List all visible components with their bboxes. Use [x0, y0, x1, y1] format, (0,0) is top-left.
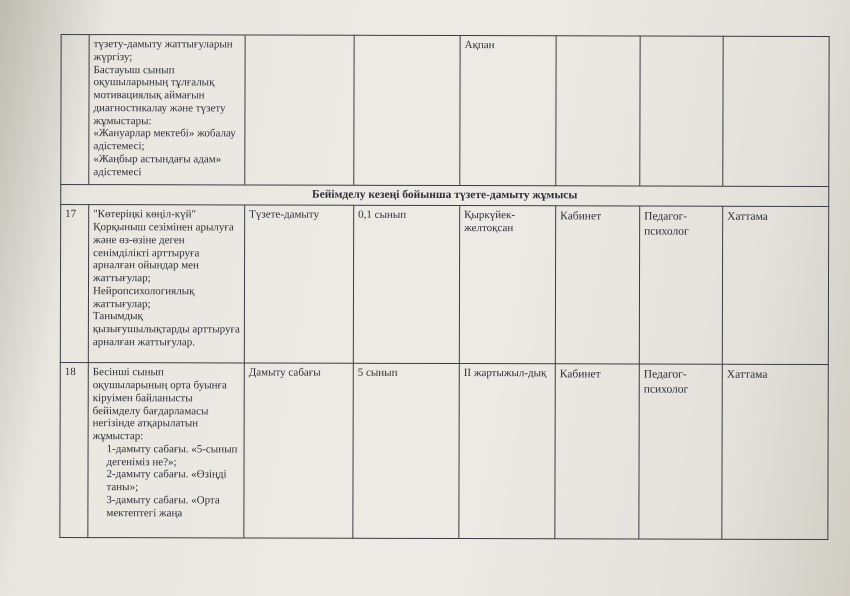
place-cell: Кабинет	[555, 206, 639, 364]
form-cell: Түзете-дамыту	[244, 205, 353, 363]
section-header-row	[61, 184, 829, 206]
content-cell: Бесінші сынып оқушыларының орта буынға кіруімен байланысты бейімделу бағдарламасы негізінде атқарылатын жұмыстар: 1-дамыту сабағы. «5-сынып дегеніміз не?»; 2-дамыту сабағы. «Өзіңді таны»; 3-дамыту сабағы. «Орта мектептегі жаңа	[88, 363, 244, 538]
content-cell: "Көтеріңкі көңіл-күй" Қорқыныш сезімінен арылуға және өз-өзіне деген сенімділікті арттыруға арналған ойындар мен жаттығулар; Нейропсихологиялық жаттығулар; Танымдық қызығушылықтарды арттыруға арналған жаттығулар.	[88, 205, 244, 363]
form-cell	[245, 35, 354, 185]
work-plan-table	[59, 34, 829, 540]
place-cell: Кабинет	[555, 364, 639, 539]
grade-cell: 5 сынып	[353, 364, 459, 539]
report-cell: Хаттама	[722, 207, 828, 365]
form-cell: Дамыту сабағы	[244, 363, 353, 538]
report-cell	[723, 36, 829, 186]
period-cell: Қыркүйек-желтоқсан	[459, 206, 555, 364]
table-row	[60, 205, 828, 365]
period-cell: ІІ жартыжыл-дық	[459, 364, 555, 539]
table-row	[61, 34, 829, 186]
table-row	[60, 363, 828, 540]
row-number: 17	[60, 205, 88, 363]
responsible-cell: Педагог-психолог	[639, 364, 722, 539]
content-cell: түзету-дамыту жаттығуларын жүргізу; Бастауыш сынып оқушыларының тұлғалық мотивациялық аймағын диагностикалау және түзету жұмыстары: «Жануарлар мектебі» жобалау әдістемесі; «Жаңбыр астындағы адам» әдістемесі	[89, 35, 245, 185]
place-cell	[556, 36, 640, 186]
grade-cell	[354, 35, 460, 185]
row-number: 18	[60, 363, 88, 538]
row-number-cell	[61, 34, 89, 184]
report-cell: Хаттама	[722, 365, 828, 540]
responsible-cell: Педагог-психолог	[639, 206, 722, 364]
grade-cell: 0,1 сынып	[353, 206, 459, 364]
responsible-cell	[640, 36, 723, 186]
period-cell: Ақпан	[460, 36, 556, 186]
section-title: Бейімделу кезеңі бойынша түзете-дамыту жұмысы	[61, 184, 829, 206]
